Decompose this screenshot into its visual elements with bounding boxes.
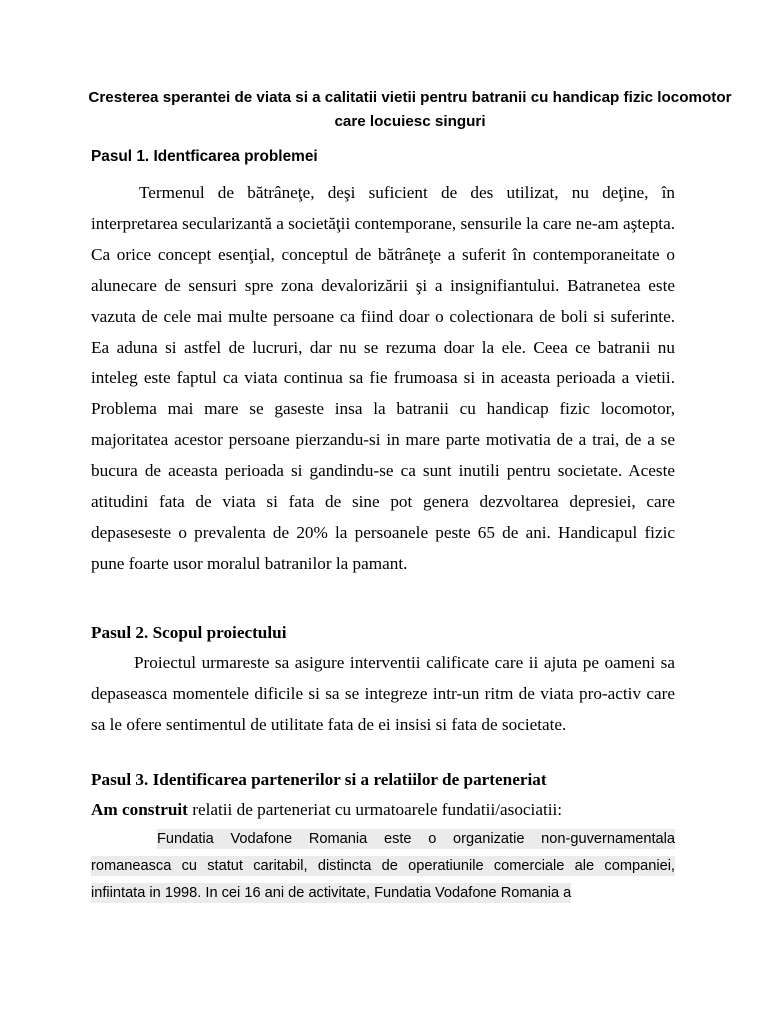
section3-intro-text: relatii de parteneriat cu urmatoarele fundatii/asociatii:: [187, 800, 563, 819]
partner-highlighted-text: Fundatia Vodafone Romania este o organizatie non-guvernamentala romaneasca cu statut caritabil, distincta de operatiunile comerciale ale companiei, infiintata in 1998. In cei 16 ani de activitate, Fundatia Vodafone Romania a: [91, 831, 675, 901]
section2-paragraph: Proiectul urmareste sa asigure interventii calificate care ii ajuta pe oameni sa depaseasca momentele dificile si sa se integreze intr-un ritm de viata pro-activ care sa le ofere sentimentul de utilitate fata de ei insisi si fata de societate.: [91, 653, 675, 734]
section3-heading: Pasul 3. Identificarea partenerilor si a relatiilor de parteneriat: [91, 770, 547, 789]
document-title: Cresterea sperantei de viata si a calitatii vietii pentru batranii cu handicap fizic locomotor care locuiesc singuri: [88, 89, 732, 130]
section3-intro: [91, 798, 562, 822]
section2-heading: Pasul 2. Scopul proiectului: [91, 623, 287, 642]
section3-intro-bold: Am construit: [91, 800, 188, 819]
section1-paragraph: Termenul de bătrâneţe, deşi suficient de des utilizat, nu deţine, în interpretarea secularizantă a societăţii contemporane, sensurile la care ne-am aştepta. Ca orice concept esenţial, conceptul de bătrâneţe a suferit în contemporaneitate o alunecare de sensuri spre zona devalorizării şi a insignifiantului. Batranetea este vazuta de cele mai multe persoane ca fiind doar o colectionara de boli si suferinte. Ea aduna si astfel de lucruri, dar nu se rezuma doar la ele. Ceea ce batranii nu inteleg este faptul ca viata continua sa fie frumoasa si in aceasta perioada a vietii. Problema mai mare se gaseste insa la batranii cu handicap fizic locomotor, majoritatea acestor persoane pierzandu-si in mare parte motivatia de a trai, de a se bucura de aceasta perioada si gandindu-se ca sunt inutili pentru societate. Aceste atitudini fata de viata si fata de sine pot genera dezvoltarea depresiei, care depaseseste o prevalenta de 20% la persoanele peste 65 de ani. Handicapul fizic pune foarte usor moralul batranilor la pamant.: [91, 183, 675, 573]
section1-heading: Pasul 1. Identficarea problemei: [91, 148, 318, 165]
partner-highlighted-paragraph: [91, 826, 675, 907]
